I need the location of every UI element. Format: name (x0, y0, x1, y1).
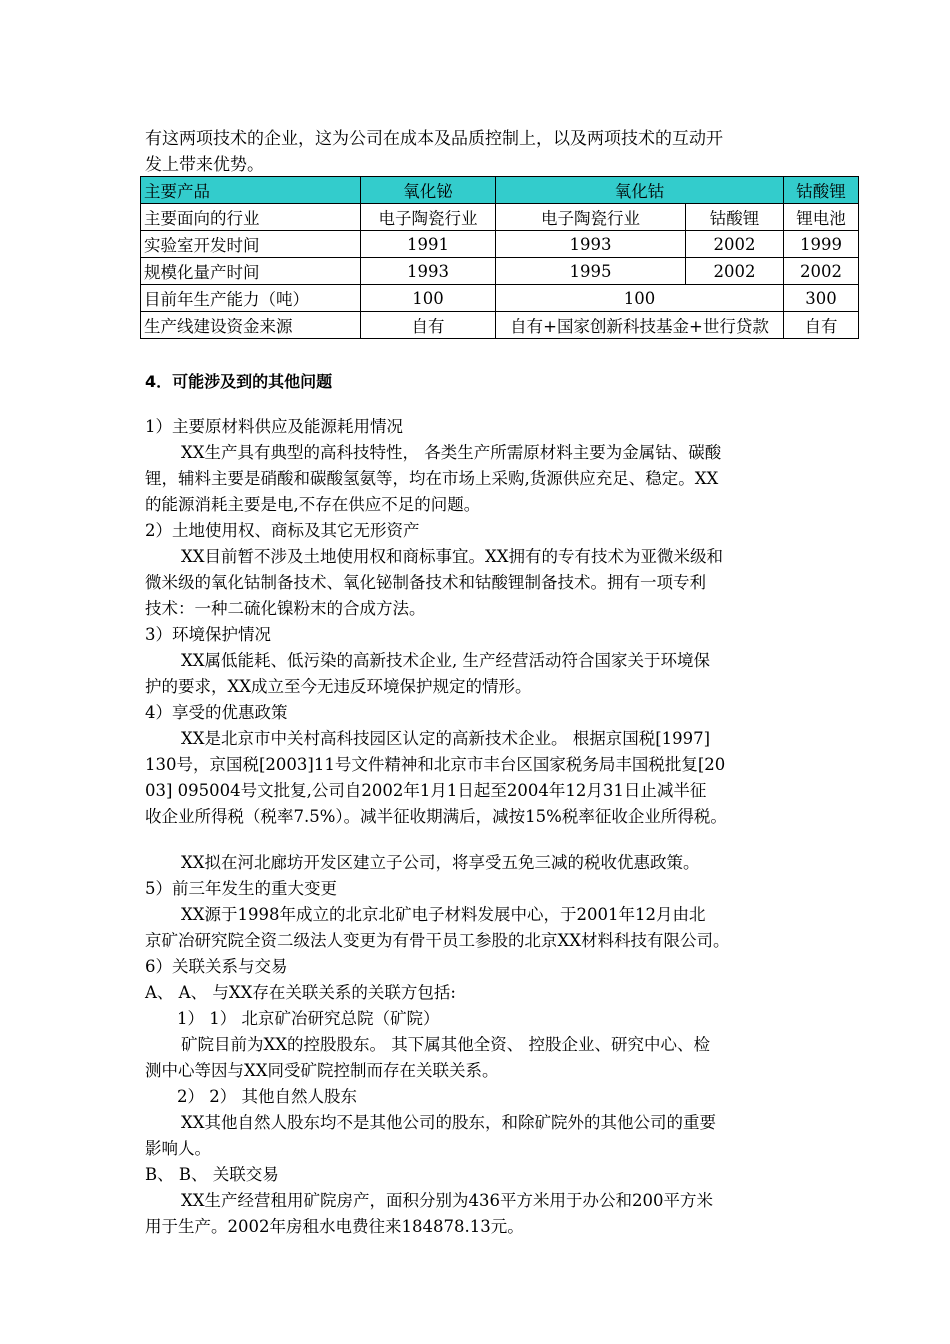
paragraph-line: XX是北京市中关村高科技园区认定的高新技术企业。 根据京国税[1997] (181, 729, 711, 748)
table-cell: 目前年生产能力（吨） (141, 285, 361, 312)
paragraph-line: 的能源消耗主要是电,不存在供应不足的问题。 (145, 495, 481, 514)
table-cell: 1993 (361, 258, 496, 285)
list-heading: A、 A、 与XX存在关联关系的关联方包括: (145, 983, 456, 1002)
table-cell: 2002 (686, 258, 784, 285)
table-cell: 1999 (784, 231, 859, 258)
paragraph-line: XX目前暂不涉及土地使用权和商标事宜。XX拥有的专有技术为亚微米级和 (181, 547, 723, 566)
paragraph-line: 用于生产。2002年房租水电费往来184878.13元。 (145, 1217, 524, 1236)
table-header-cell: 钴酸锂 (784, 177, 859, 204)
section-heading: 4．可能涉及到的其他问题 (145, 372, 333, 391)
table-cell: 自有+国家创新科技基金+世行贷款 (496, 312, 784, 339)
table-cell: 生产线建设资金来源 (141, 312, 361, 339)
table-row (141, 204, 859, 231)
table-header-row (141, 177, 859, 204)
table-cell: 300 (784, 285, 859, 312)
list-item: 2） 2） 其他自然人股东 (177, 1087, 357, 1106)
intro-line: 发上带来优势。 (145, 155, 264, 175)
paragraph-line: 京矿冶研究院全资二级法人变更为有骨干员工参股的北京XX材料科技有限公司。 (145, 931, 730, 950)
paragraph-line: 03] 095004号文批复,公司自2002年1月1日起至2004年12月31日止减半征 (145, 781, 707, 800)
table-header-cell: 氧化铋 (361, 177, 496, 204)
list-heading: B、 B、 关联交易 (145, 1165, 279, 1184)
table-cell: 主要面向的行业 (141, 204, 361, 231)
subsection-title: 6）关联关系与交易 (145, 957, 288, 976)
paragraph-line: 护的要求，XX成立至今无违反环境保护规定的情形。 (145, 677, 532, 696)
paragraph-line: XX拟在河北廊坊开发区建立子公司，将享受五免三减的税收优惠政策。 (181, 853, 700, 872)
paragraph-line: XX生产具有典型的高科技特性， 各类生产所需原材料主要为金属钴、碳酸 (181, 443, 722, 462)
paragraph-line: XX生产经营租用矿院房产，面积分别为436平方米用于办公和200平方米 (181, 1191, 713, 1210)
table-cell: 100 (361, 285, 496, 312)
table-header-cell: 主要产品 (141, 177, 361, 204)
intro-paragraph (145, 126, 825, 178)
subsection-title: 5）前三年发生的重大变更 (145, 879, 337, 898)
paragraph-line: XX源于1998年成立的北京北矿电子材料发展中心，于2001年12月由北 (181, 905, 706, 924)
table-cell: 2002 (784, 258, 859, 285)
list-item: 1） 1） 北京矿冶研究总院（矿院） (177, 1009, 440, 1028)
paragraph-line: XX属低能耗、低污染的高新技术企业, 生产经营活动符合国家关于环境保 (181, 651, 710, 670)
subsection-title: 1）主要原材料供应及能源耗用情况 (145, 417, 403, 436)
table-row (141, 258, 859, 285)
paragraph-line: 收企业所得税（税率7.5%）。减半征收期满后，减按15%税率征收企业所得税。 (145, 807, 727, 826)
paragraph-line: 矿院目前为XX的控股股东。 其下属其他全资、 控股企业、研究中心、检 (181, 1035, 710, 1054)
product-table (140, 176, 859, 339)
table-cell: 1993 (496, 231, 686, 258)
paragraph-line: 技术：一种二硫化镍粉末的合成方法。 (145, 599, 426, 618)
paragraph-line: 130号，京国税[2003]11号文件精神和北京市丰台区国家税务局丰国税批复[20 (145, 755, 726, 774)
subsection-title: 4）享受的优惠政策 (145, 703, 288, 722)
table-cell: 自有 (361, 312, 496, 339)
table-cell: 钴酸锂 (686, 204, 784, 231)
table-cell: 电子陶瓷行业 (361, 204, 496, 231)
table-row (141, 312, 859, 339)
paragraph-line: 微米级的氧化钴制备技术、氧化铋制备技术和钴酸锂制备技术。拥有一项专利 (145, 573, 706, 592)
paragraph-line: 锂，辅料主要是硝酸和碳酸氢氨等，均在市场上采购,货源供应充足、稳定。XX (145, 469, 719, 488)
section-body (145, 414, 825, 1240)
table-cell: 自有 (784, 312, 859, 339)
subsection-title: 3）环境保护情况 (145, 625, 271, 644)
subsection-title: 2）土地使用权、商标及其它无形资产 (145, 521, 420, 540)
paragraph-gap (145, 830, 825, 850)
table-cell: 1991 (361, 231, 496, 258)
table-cell: 实验室开发时间 (141, 231, 361, 258)
paragraph-line: XX其他自然人股东均不是其他公司的股东，和除矿院外的其他公司的重要 (181, 1113, 716, 1132)
table-cell: 电子陶瓷行业 (496, 204, 686, 231)
table-cell: 1995 (496, 258, 686, 285)
table-row (141, 285, 859, 312)
table-row (141, 231, 859, 258)
paragraph-line: 测中心等因与XX同受矿院控制而存在关联关系。 (145, 1061, 499, 1080)
table-cell: 规模化量产时间 (141, 258, 361, 285)
intro-line: 有这两项技术的企业，这为公司在成本及品质控制上，以及两项技术的互动开 (145, 129, 723, 149)
table-cell: 2002 (686, 231, 784, 258)
paragraph-line: 影响人。 (145, 1139, 211, 1158)
table-cell: 锂电池 (784, 204, 859, 231)
table-cell: 100 (496, 285, 784, 312)
table-header-cell: 氧化钴 (496, 177, 784, 204)
